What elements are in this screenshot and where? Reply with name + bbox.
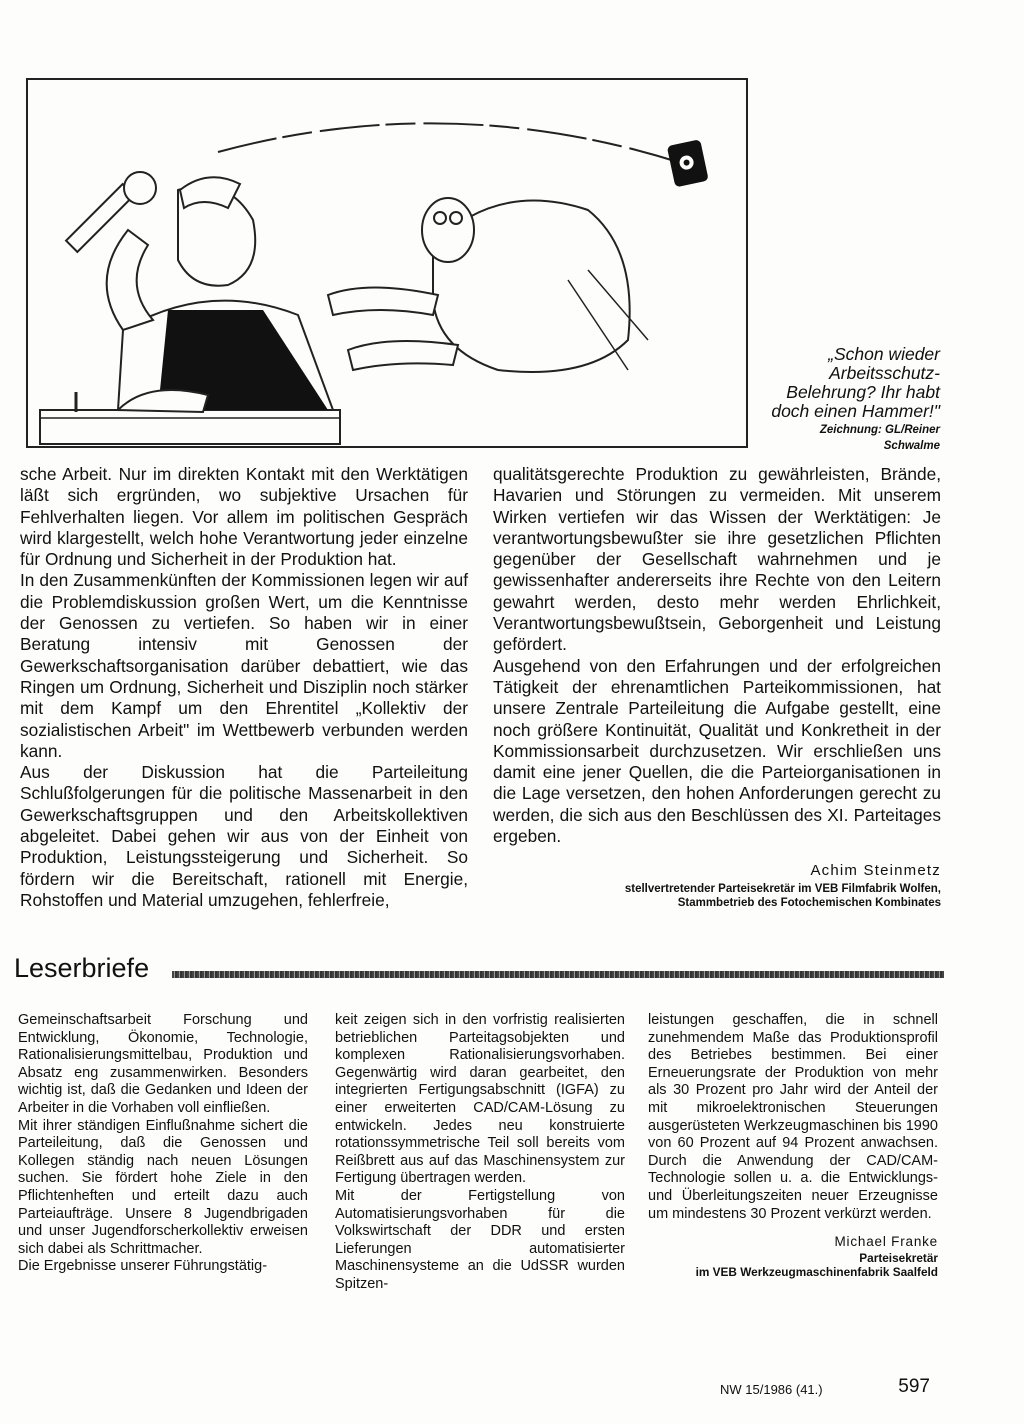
paragraph: Gemeinschaftsarbeit Forschung und Entwicklung, Ökonomie, Technologie, Rationalisierungsmittelbau, Produktion und Absatz eng zusammenwirken. Besonders wichtig ist, daß die Gedanken und Ideen der Arbeiter in die Vorhaben voll einfließen. (18, 1012, 308, 1116)
caption-quote: „Schon wieder Arbeitsschutz-Belehrung? Ihr habt doch einen Hammer!" (771, 344, 940, 421)
section-title: Leserbriefe (14, 953, 150, 983)
letter-author-role-line2: im VEB Werkzeugmaschinenfabrik Saalfeld (695, 1264, 938, 1279)
caption-credit-line2: Schwalme (883, 440, 940, 452)
paragraph: Aus der Diskussion hat die Parteileitung Schlußfolgerungen für die politische Massenarbeit in den Gewerkschaftsgruppen und den Arbeitskollektiven abgeleitet. Dabei gehen wir aus von der Einheit von Produktion, Leistungssteigerung und Sicherheit. So fördern wir die Bereitschaft, rationell mit Energie, Rohstoffen und Material umzugehen, fehlerfreie, (20, 762, 468, 910)
paragraph: Die Ergebnisse unserer Führungstätig- (18, 1258, 268, 1275)
letter-author-role-line1: Parteisekretär (859, 1250, 938, 1265)
letter-right-column (648, 1012, 938, 1279)
page-number: 597 (898, 1376, 930, 1397)
paragraph: qualitätsgerechte Produktion zu gewährleisten, Brände, Havarien und Störungen zu vermeiden. Mit unserem Wirken vertiefen wir das Wissen der Werktätigen: Je verantwortungsbewußter sie ihre gesetzlichen Pflichten gegenüber der Gesellschaft wahrnehmen und je gewissenhafter andererseits ihre Rechte von den Leitern gewahrt werden, desto mehr werden Ehrlichkeit, Verantwortungsbewußtsein, Geborgenheit und Leistung gefördert. (493, 464, 941, 655)
paragraph: leistungen geschaffen, die in schnell zunehmendem Maße das Produktionsprofil des Betriebes bestimmen. Bei einer Erneuerungsrate der Produktion von mehr als 30 Prozent pro Jahr wird der Anteil der mit mikroelektronischen Steuerungen ausgerüsteten Werkzeugmaschinen bis 1990 von 60 Prozent auf 94 Prozent anwachsen. Durch die Anwendung der CAD/CAM-Technologie sollen u. a. die Entwicklungs- und Überleitungszeiten neuer Erzeugnisse um mindestens 30 Prozent verkürzt werden. (648, 1012, 938, 1222)
paragraph: Mit ihrer ständigen Einflußnahme sichert die Parteileitung, daß die Genossen und Kollegen ständig nach neuen Lösungen suchen. Sie fördert hohe Ziele in den Pflichtenheften und erteilt dazu auch Parteiaufträge. Unsere 8 Jugendbrigaden und unser Jugendforscherkollektiv erweisen sich dabei als Schrittmacher. (18, 1117, 308, 1257)
letter-middle-column (335, 1012, 625, 1294)
author-name: Achim Steinmetz (810, 862, 941, 880)
author-role-line1: stellvertretender Parteisekretär im VEB Filmfabrik Wolfen, (624, 882, 941, 895)
paragraph: keit zeigen sich in den vorfristig realisierten betrieblichen Parteitagsobjekten und komplexen Rationalisierungsvorhaben. Gegenwärtig wird daran gearbeitet, den integrierten Fertigungsabschnitt (IGFA) zu einer erweiterten CAD/CAM-Lösung zu entwickeln. Jedes neu konstruierte rotationssymmetrische Teil soll bereits vom Reißbrett aus auf das Maschinensystem zur Fertigung übertragen werden. (335, 1012, 625, 1187)
caption-credit-line1: Zeichnung: GL/Reiner (819, 424, 940, 436)
cartoon-caption (762, 345, 940, 453)
section-rule (172, 971, 944, 978)
upper-article-right-column (493, 464, 941, 910)
paragraph: Ausgehend von den Erfahrungen und der erfolgreichen Tätigkeit der ehrenamtlichen Parteikommissionen, hat unsere Zentrale Parteileitung die Aufgabe gestellt, eine noch größere Kontinuität, Qualität und Konkretheit in der Kommissionsarbeit durchzusetzen. Wir erschließen uns damit eine jener Quellen, die die Parteiorganisationen in die Lage versetzen, den hohen Anforderungen gerecht zu werden, die sich aus den Beschlüssen des XI. Parteitages ergeben. (493, 655, 941, 847)
section-header (14, 952, 944, 986)
paragraph: In den Zusammenkünften der Kommissionen legen wir auf die Problemdiskussion großen Wert, um die Kenntnisse der Genossen zu vertiefen. So haben wir in einer Beratung intensiv mit Genossen der Gewerkschaftsorganisation darüber debattiert, wie das Ringen um Ordnung, Sicherheit und Disziplin noch stärker mit dem Kampf um den Ehrentitel „Kollektiv der sozialistischen Arbeit" im Wettbewerb verbunden werden kann. (20, 570, 468, 761)
issue-reference: NW 15/1986 (41.) (720, 1382, 823, 1397)
page-footer (720, 1376, 936, 1400)
paragraph: Mit der Fertigstellung von Automatisierungsvorhaben für die Volkswirtschaft der DDR und ersten Lieferungen automatisierter Maschinensysteme an die UdSSR wurden Spitzen- (335, 1187, 625, 1292)
upper-article-left-column (20, 464, 468, 911)
cartoon-illustration (26, 78, 748, 448)
letter-left-column (18, 1012, 308, 1276)
cartoon-drawing (28, 80, 748, 448)
letter-author-name: Michael Franke (834, 1234, 938, 1250)
author-role-line2: Stammbetrieb des Fotochemischen Kombinates (677, 896, 941, 909)
paragraph: sche Arbeit. Nur im direkten Kontakt mit den Werktätigen läßt sich ergründen, wo subjektive Ursachen für Fehlverhalten liegen. Vor allem im politischen Gespräch wird klargestellt, welch hohe Verantwortung jeder einzelne für Ordnung und Sicherheit in der Produktion hat. (20, 464, 468, 570)
